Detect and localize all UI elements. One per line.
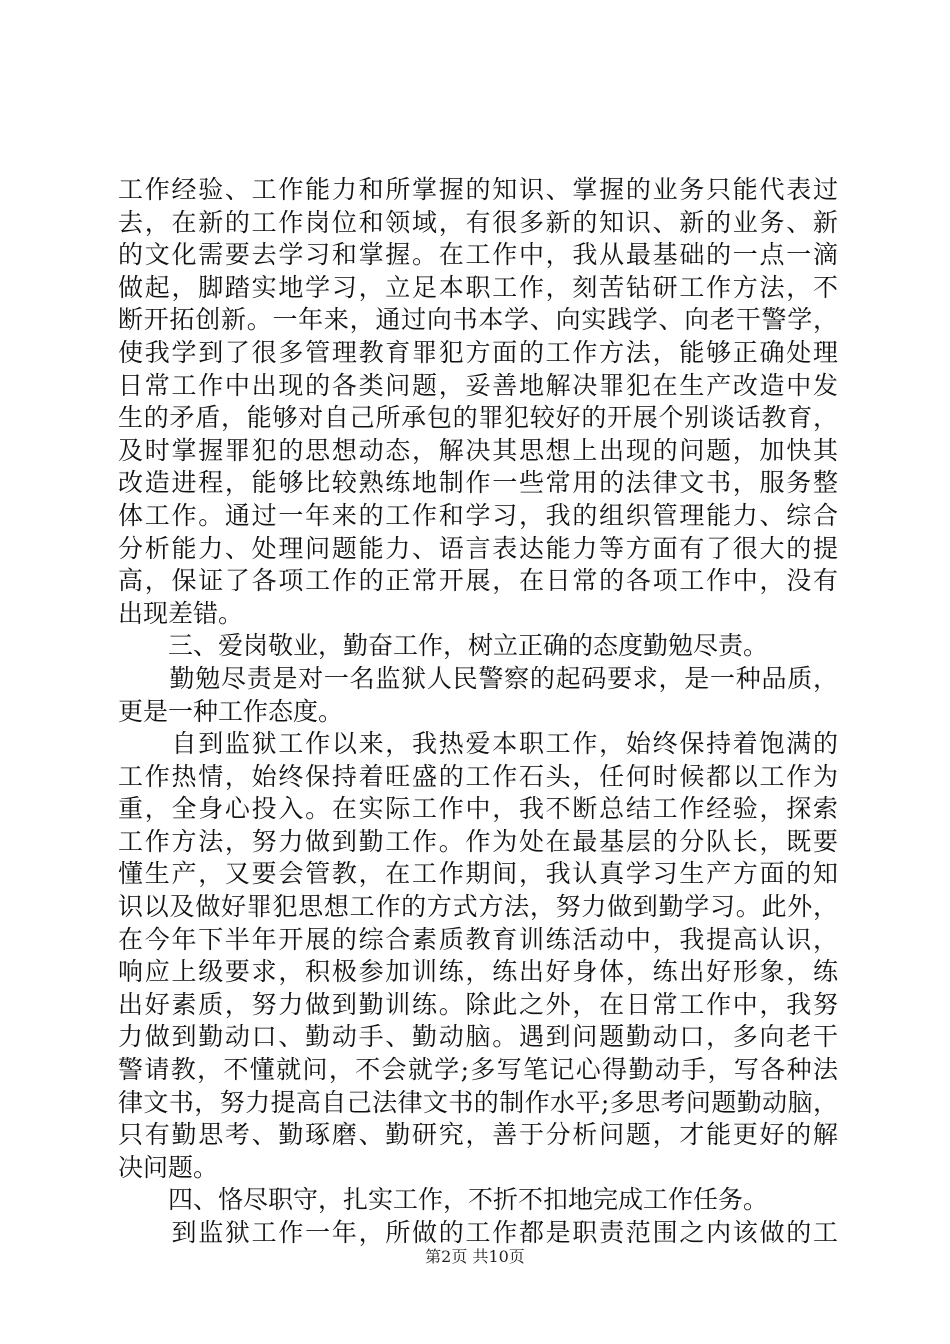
text-line: 到监狱工作一年，所做的工作都是职责范围之内该做的工 bbox=[118, 1218, 838, 1247]
text-line: 出好素质，努力做到勤训练。除此之外，在日常工作中，我努 bbox=[118, 989, 838, 1019]
text-line: 工作经验、工作能力和所掌握的知识、掌握的业务只能代表过 bbox=[118, 175, 838, 204]
text-line: 自到监狱工作以来，我热爱本职工作，始终保持着饱满的 bbox=[118, 729, 838, 759]
text-line: 力做到勤动口、勤动手、勤动脑。遇到问题勤动口，多向老干 bbox=[118, 1022, 838, 1052]
text-line: 使我学到了很多管理教育罪犯方面的工作方法，能够正确处理 bbox=[118, 337, 838, 367]
text-line: 工作热情，始终保持着旺盛的工作石头，任何时候都以工作为 bbox=[118, 761, 838, 791]
text-line: 三、爱岗敬业，勤奋工作，树立正确的态度勤勉尽责。 bbox=[118, 631, 769, 661]
text-line: 的文化需要去学习和掌握。在工作中，我从最基础的一点一滴 bbox=[118, 240, 838, 270]
text-line: 工作方法，努力做到勤工作。作为处在最基层的分队长，既要 bbox=[118, 826, 838, 856]
text-line: 更是一种工作态度。 bbox=[118, 696, 344, 726]
text-line: 去，在新的工作岗位和领域，有很多新的知识、新的业务、新 bbox=[118, 207, 838, 237]
text-line: 警请教，不懂就问，不会就学;多写笔记心得勤动手，写各种法 bbox=[118, 1055, 838, 1085]
text-line: 做起，脚踏实地学习，立足本职工作，刻苦钻研工作方法，不 bbox=[118, 272, 838, 302]
text-line: 改造进程，能够比较熟练地制作一些常用的法律文书，服务整 bbox=[118, 468, 838, 498]
text-line: 决问题。 bbox=[118, 1152, 219, 1182]
text-line: 四、恪尽职守，扎实工作，不折不扣地完成工作任务。 bbox=[118, 1185, 769, 1215]
text-line: 律文书，努力提高自己法律文书的制作水平;多思考问题勤动脑， bbox=[118, 1087, 838, 1117]
text-line: 在今年下半年开展的综合素质教育训练活动中，我提高认识， bbox=[118, 924, 838, 954]
text-line: 高，保证了各项工作的正常开展，在日常的各项工作中，没有 bbox=[118, 566, 838, 596]
text-line: 日常工作中出现的各类问题，妥善地解决罪犯在生产改造中发 bbox=[118, 370, 838, 400]
text-line: 勤勉尽责是对一名监狱人民警察的起码要求，是一种品质， bbox=[118, 663, 838, 693]
text-line: 分析能力、处理问题能力、语言表达能力等方面有了很大的提 bbox=[118, 533, 838, 563]
text-line: 重，全身心投入。在实际工作中，我不断总结工作经验，探索 bbox=[118, 794, 838, 824]
text-line: 识以及做好罪犯思想工作的方式方法，努力做到勤学习。此外， bbox=[118, 892, 838, 922]
text-line: 懂生产，又要会管教，在工作期间，我认真学习生产方面的知 bbox=[118, 859, 838, 889]
text-line: 生的矛盾，能够对自己所承包的罪犯较好的开展个别谈话教育， bbox=[118, 403, 838, 433]
text-line: 响应上级要求，积极参加训练，练出好身体，练出好形象，练 bbox=[118, 957, 838, 987]
text-line: 断开拓创新。一年来，通过向书本学、向实践学、向老干警学， bbox=[118, 305, 838, 335]
document-body bbox=[118, 174, 838, 1250]
text-line: 体工作。通过一年来的工作和学习，我的组织管理能力、综合 bbox=[118, 500, 838, 530]
page-footer: 第2页 共10页 bbox=[425, 1247, 525, 1266]
text-line: 只有勤思考、勤琢磨、勤研究，善于分析问题，才能更好的解 bbox=[118, 1120, 838, 1150]
text-line: 出现差错。 bbox=[118, 598, 244, 628]
text-line: 及时掌握罪犯的思想动态，解决其思想上出现的问题，加快其 bbox=[118, 435, 838, 465]
